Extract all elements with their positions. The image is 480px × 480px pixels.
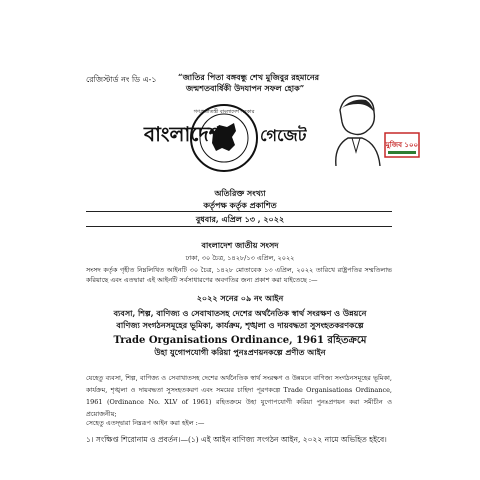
published-by-authority: কর্তৃপক্ষ কর্তৃক প্রকাশিত [203, 200, 277, 210]
bottom-divider [86, 226, 392, 227]
portrait-sketch-icon [322, 90, 388, 166]
gazette-title-left: বাংলাদেশ [144, 122, 221, 146]
parliament-dateline: ঢাকা, ৩০ চৈত্র, ১৪২৮/১৩ এপ্রিল, ২০২২ [185, 254, 295, 262]
act-title-line-2: বাণিজ্য সংগঠনসমূহের ভূমিকা, কার্যক্রম, শৃঙ্খলা ও দায়বদ্ধতা সুসংহতকরণকল্পে [116, 320, 364, 330]
top-divider [86, 211, 392, 212]
act-title-line-1: ব্যবসা, শিল্প, বাণিজ্য ও সেবাখাতসহ দেশের অর্থনৈতিক স্বার্থ সংরক্ষণ ও উন্নয়নে [113, 308, 367, 318]
logo-text: মুজিব ১০০ [385, 141, 419, 149]
enactment-clause: সেহেতু এতদ্দ্বারা নিম্নরূপ আইন করা হইল :— [86, 419, 205, 427]
preamble: যেহেতু ব্যবসা, শিল্প, বাণিজ্য ও সেবাখাতসহ দেশের অর্থনৈতিক স্বার্থ সংরক্ষণ ও উন্নয়নে বাণিজ্য সংগঠনসমূহের ভূমিকা, কার্যক্রম, শৃঙ্খলা ও দায়বদ্ধতা সুসংহতকরণ এবং সময়ের চাহিদা পূরণকল্পে Trade Organisations Ordinance, 1961 (Ordinance No. XLV of 1961) রহিতক্রমে উহা যুগোপযোগী করিয়া পুনঃপ্রণয়ন করা সমীচীন ও প্রয়োজনীয়; [86, 374, 392, 418]
slogan-line-1: “জাতির পিতা বঙ্গবন্ধু শেখ মুজিবুর রহমানের [178, 72, 320, 82]
mujib-100-logo-icon [384, 127, 420, 163]
seal-text: গণপ্রজাতন্ত্রী বাংলাদেশ সরকার [193, 109, 255, 115]
gazette-title-right: গেজেট [260, 126, 307, 145]
issue-date: বুধবার, এপ্রিল ১৩ , ২০২২ [195, 214, 285, 224]
parliament-name: বাংলাদেশ জাতীয় সংসদ [201, 240, 279, 250]
section-1: ১। সংক্ষিপ্ত শিরোনাম ও প্রবর্তন।—(১) এই আইন বাণিজ্য সংগঠন আইন, ২০২২ নামে অভিহিত হইবে। [86, 435, 387, 444]
act-title-line-3: Trade Organisations Ordinance, 1961 রহিতক্রমে [113, 335, 367, 346]
slogan-line-2: জন্মশতবার্ষিকী উদযাপন সফল হোক” [186, 83, 305, 93]
assent-notice: সংসদ কর্তৃক গৃহীত নিম্নলিখিত আইনটি ৩০ চৈত্র, ১৪২৮ মোতাবেক ১৩ এপ্রিল, ২০২২ তারিখে রাষ্ট্রপতির সম্মতিলাভ করিয়াছে এবং এতদ্বারা এই আইনটি সর্বসাধারণের অবগতির জন্য প্রকাশ করা যাইতেছে :— [86, 266, 392, 284]
slogan [178, 72, 319, 94]
act-title-line-4: উহা যুগোপযোগী করিয়া পুনঃপ্রণয়নকল্পে প্রণীত আইন [154, 347, 326, 357]
registration-number: রেজিস্টার্ড নং ডি এ-১ [86, 75, 157, 84]
act-number: ২০২২ সনের ০৯ নং আইন [196, 293, 284, 303]
extraordinary-issue: অতিরিক্ত সংখ্যা [214, 188, 266, 198]
